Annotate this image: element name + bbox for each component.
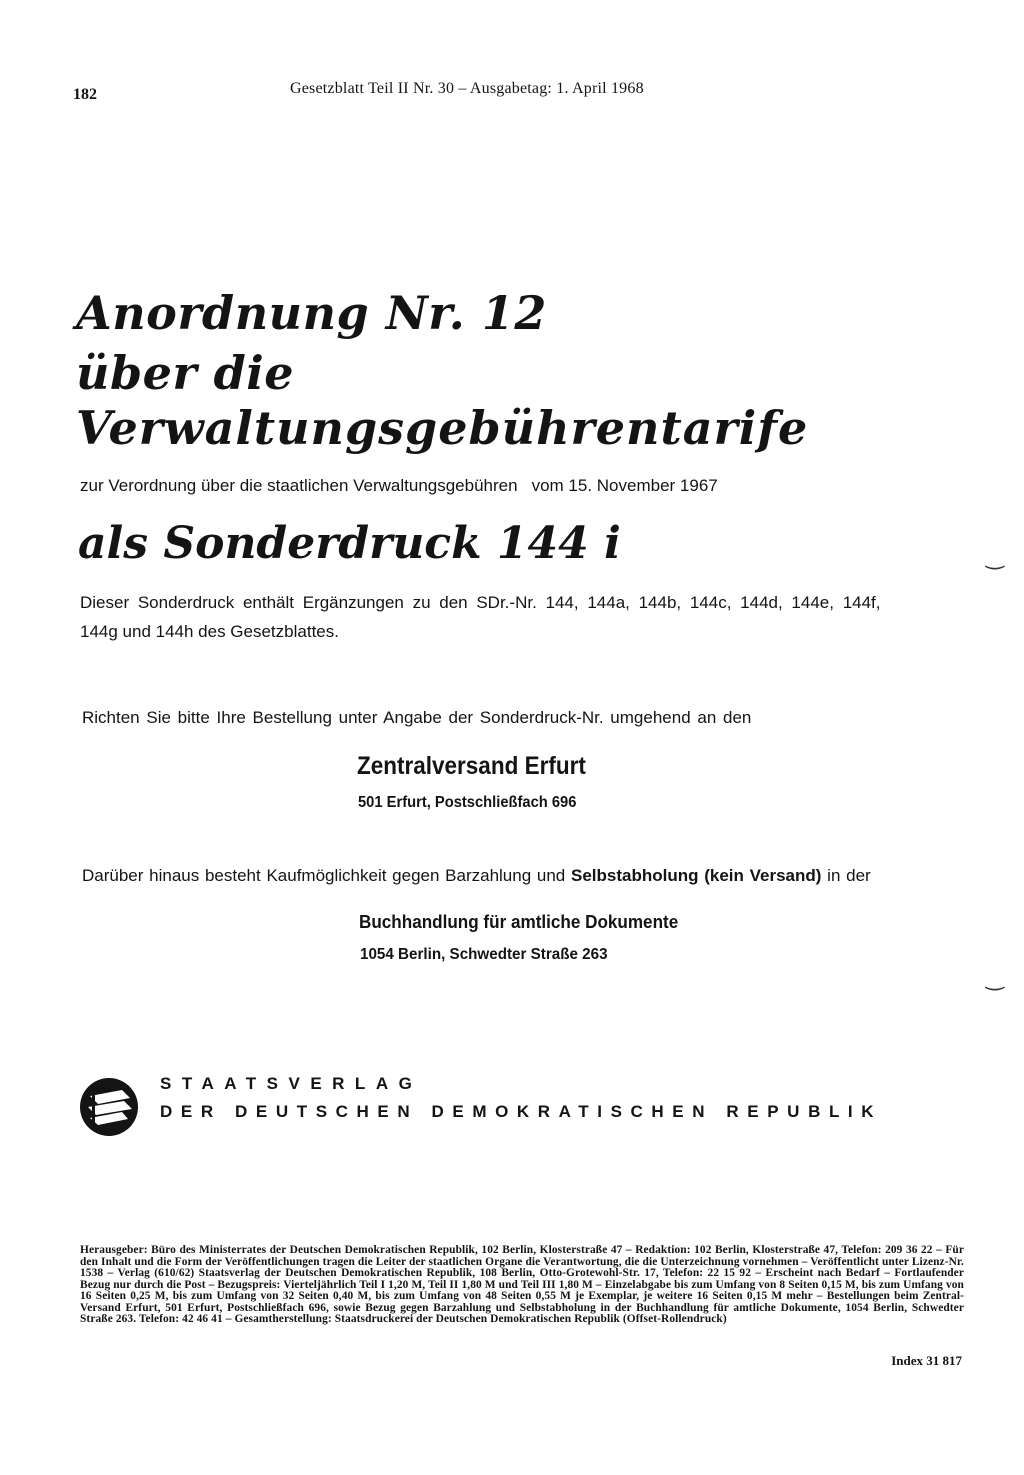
- subtitle: [80, 476, 718, 496]
- paragraph-order-instructions: Richten Sie bitte Ihre Bestellung unter Angabe der Sonderdruck-Nr. umgehend an den: [82, 708, 752, 727]
- index-number: Index 31 817: [891, 1353, 962, 1368]
- subtitle-date: vom 15. November 1967: [531, 476, 718, 495]
- subtitle-text: zur Verordnung über die staatlichen Verwaltungsgebühren: [80, 476, 518, 495]
- paragraph-purchase-option: [82, 866, 871, 886]
- running-head: Gesetzblatt Teil II Nr. 30 – Ausgabetag: 1. April 1968: [290, 80, 644, 97]
- page-number: 182: [73, 86, 97, 103]
- paragraph-supplements-line1: Dieser Sonderdruck enthält Ergänzungen zu den SDr.-Nr. 144, 144a, 144b, 144c, 144d, 144e, 144f,: [80, 593, 881, 612]
- title-line-1: Anordnung Nr. 12: [76, 286, 547, 340]
- buchhandlung-name: Buchhandlung für amtliche Dokumente: [359, 912, 679, 932]
- title-line-2: über die: [76, 346, 295, 400]
- scan-mark-1: ‿: [986, 545, 1004, 570]
- purchase-text-end: in der: [821, 866, 871, 885]
- title-line-3: Verwaltungsgebührentarife: [76, 401, 809, 455]
- purchase-text-start: Darüber hinaus besteht Kaufmöglichkeit gegen Barzahlung und: [82, 866, 571, 885]
- zentralversand-name: Zentralversand Erfurt: [357, 752, 586, 780]
- scan-mark-2: ‿: [986, 966, 1004, 991]
- purchase-text-bold: Selbstabholung (kein Versand): [571, 866, 822, 885]
- paragraph-supplements-line2: 144g und 144h des Gesetzblattes.: [80, 622, 339, 641]
- publisher-line-2: DER DEUTSCHEN DEMOKRATISCHEN REPUBLIK: [160, 1102, 883, 1121]
- sonderdruck-heading: als Sonderdruck 144 i: [78, 518, 621, 569]
- imprint: Herausgeber: Büro des Ministerrates der Deutschen Demokratischen Republik, 102 Berlin, Klosterstraße 47 – Redaktion: 102 Berlin, Klosterstraße 47, Telefon: 209 36 22 – Für den Inhalt und die Form der Veröffentlichungen tragen die Leiter der staatlichen Organe die Verantwortung, die die Unterzeichnung vornehmen – Veröffentlicht unter Lizenz-Nr. 1538 – Verlag (610/62) Staatsverlag der Deutschen Demokratischen Republik, 108 Berlin, Otto-Grotewohl-Str. 17, Telefon: 22 15 92 – Erscheint nach Bedarf – Fortlaufender Bezug nur durch die Post – Bezugspreis: Vierteljährlich Teil I 1,20 M, Teil II 1,80 M und Teil III 1,80 M – Einzelabgabe bis zum Umfang von 8 Seiten 0,15 M, bis zum Umfang von 16 Seiten 0,25 M, bis zum Umfang von 32 Seiten 0,40 M, bis zum Umfang von 48 Seiten 0,55 M je Exemplar, je weitere 16 Seiten 0,15 M mehr – Bestellungen beim Zentral-Versand Erfurt, 501 Erfurt, Postschließfach 696, sowie Bezug gegen Barzahlung und Selbstabholung in der Buchhandlung für amtliche Dokumente, 1054 Berlin, Schwedter Straße 263. Telefon: 42 46 41 – Gesamtherstellung: Staatsdruckerei der Deutschen Demokratischen Republik (Offset-Rollendruck): [80, 1244, 964, 1325]
- staatsverlag-logo-icon: [78, 1076, 140, 1138]
- publisher-line-1: STAATSVERLAG: [160, 1074, 423, 1093]
- zentralversand-address: 501 Erfurt, Postschließfach 696: [358, 794, 577, 811]
- buchhandlung-address: 1054 Berlin, Schwedter Straße 263: [360, 946, 608, 963]
